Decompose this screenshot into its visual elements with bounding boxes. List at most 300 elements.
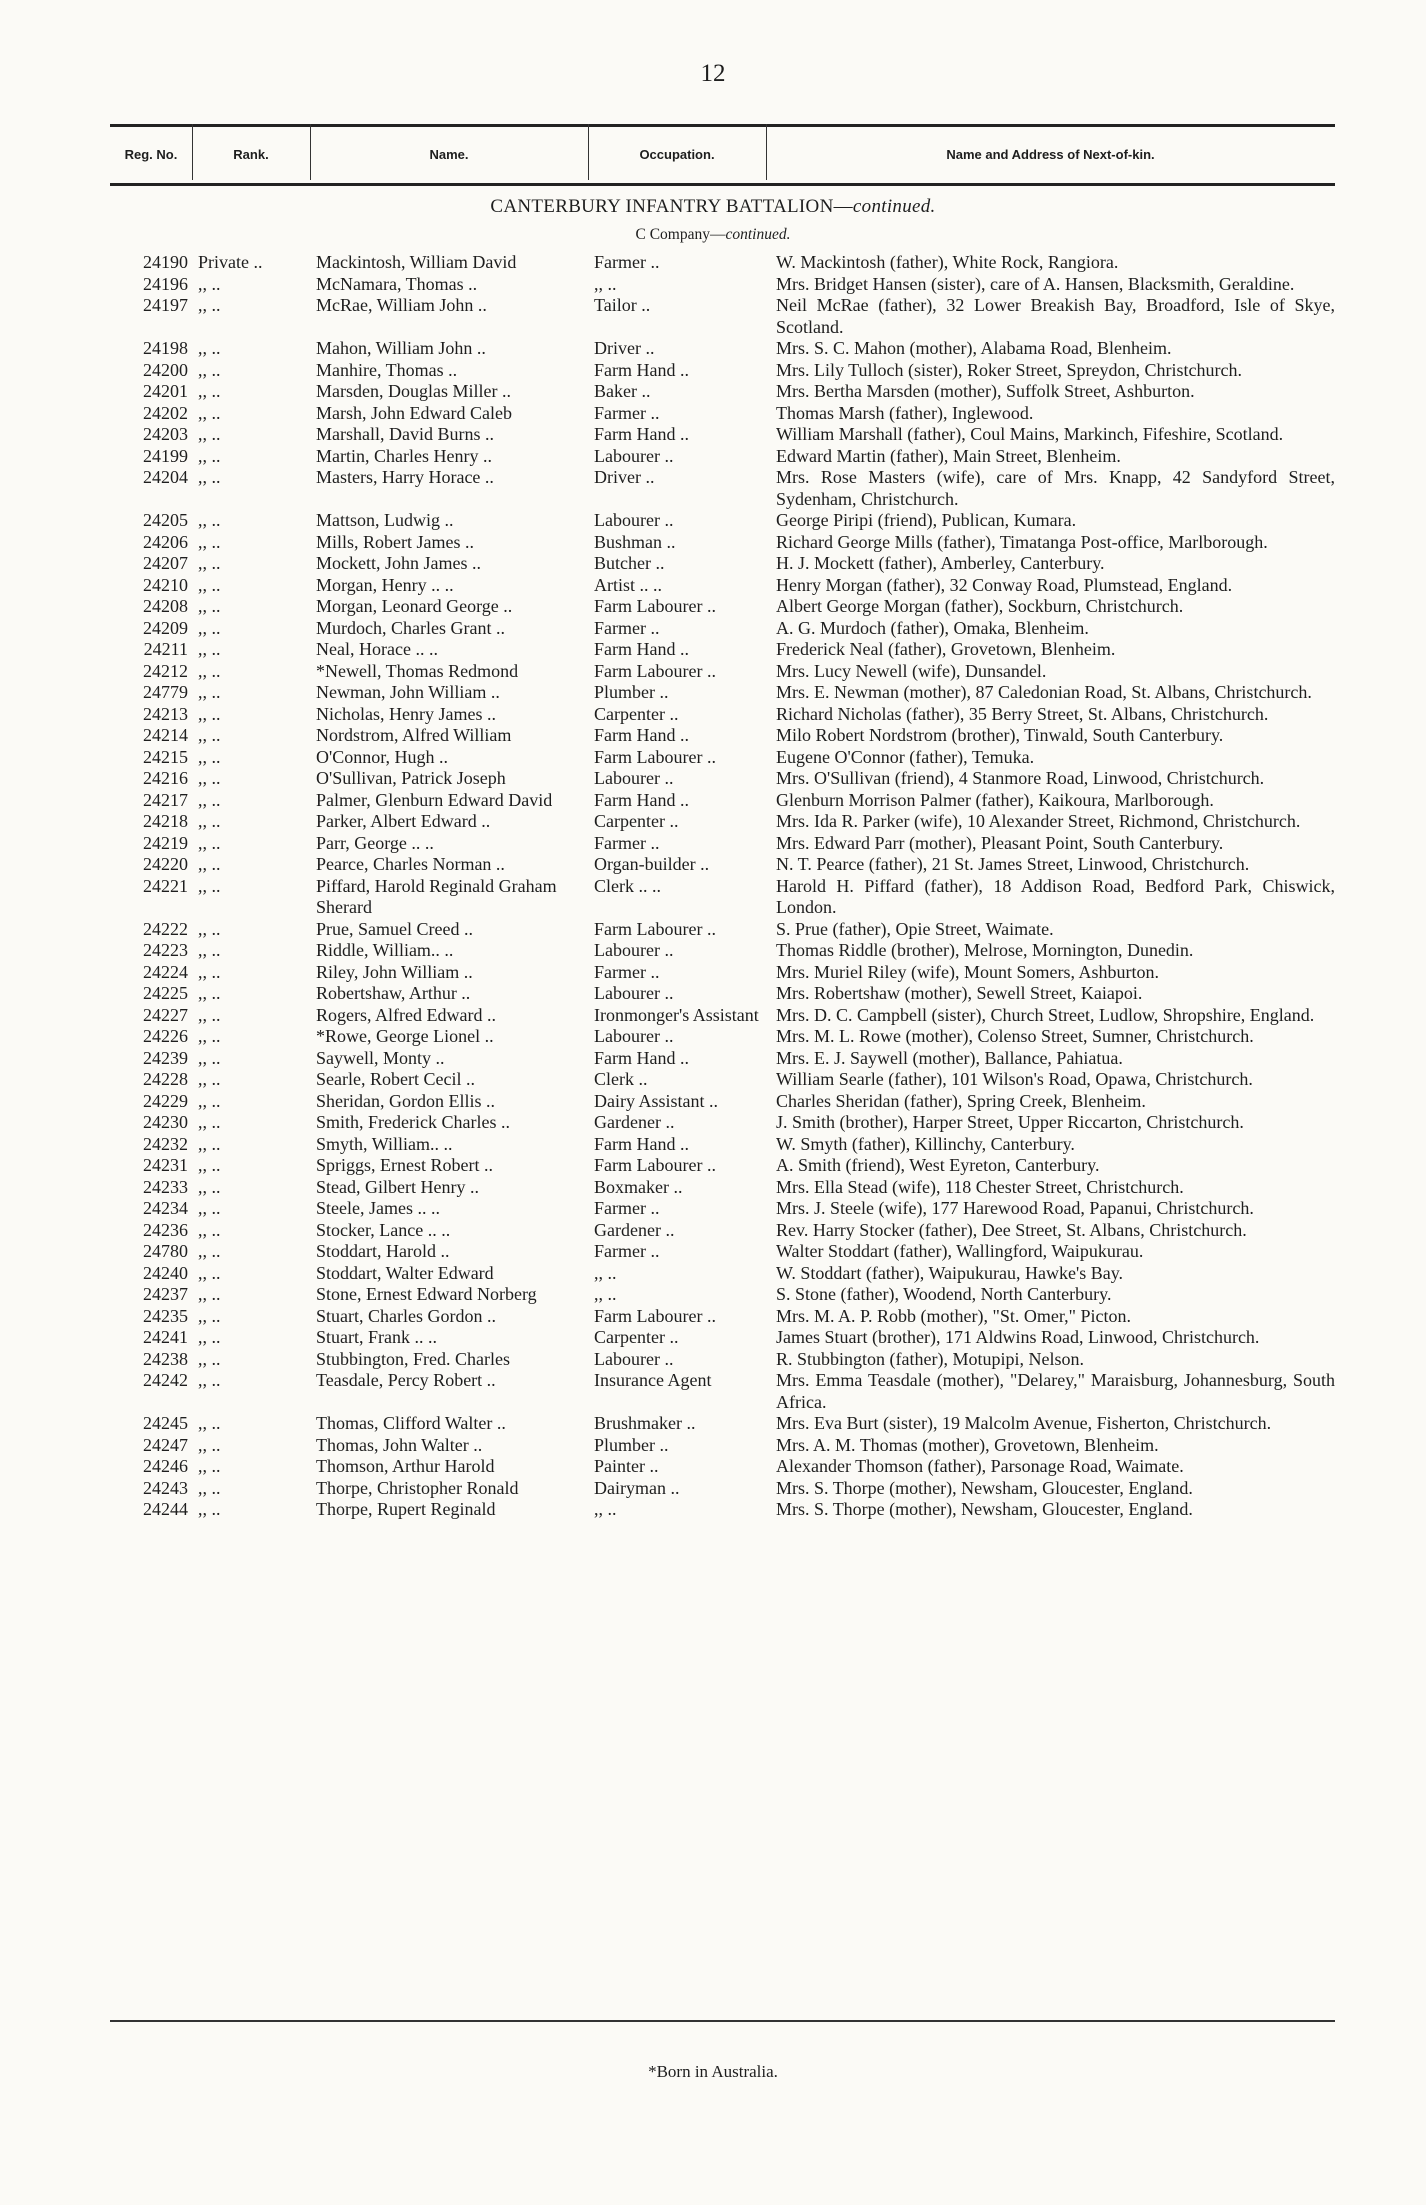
reg-no-cell: 24196 (143, 273, 188, 294)
reg-no-cell: 24213 (143, 703, 188, 724)
next-of-kin-cell: Alexander Thomson (father), Parsonage Road, Waimate. (776, 1456, 1184, 1476)
rank-cell: ,, .. (198, 295, 221, 315)
rank-cell: ,, .. (198, 617, 221, 638)
reg-no-cell: 24198 (143, 338, 188, 358)
table-row (110, 596, 1335, 618)
reg-no-cell: 24216 (143, 768, 188, 788)
occupation-cell: Farm Hand .. (594, 1133, 689, 1154)
occupation-cell: Farmer .. (594, 832, 660, 853)
occupation-cell: Boxmaker .. (594, 1176, 683, 1197)
name-cell: Parker, Albert Edward .. (316, 811, 491, 831)
header-rank: Rank. (233, 147, 269, 162)
occupation-cell: Farmer .. (594, 961, 660, 982)
table-row (110, 252, 1335, 274)
name-cell: Morgan, Henry .. .. (316, 574, 454, 595)
name-cell: O'Connor, Hugh .. (316, 746, 449, 767)
next-of-kin-cell: Albert George Morgan (father), Sockburn, Christchurch. (776, 596, 1184, 616)
rank-cell: ,, .. (198, 1348, 221, 1369)
next-of-kin-cell: Neil McRae (father), 32 Lower Breakish Bay, Broadford, Isle of Skye, Scotland. (776, 295, 1335, 337)
occupation-cell: Farm Hand .. (594, 1047, 689, 1068)
table-row (110, 1134, 1335, 1156)
rank-cell: ,, .. (198, 445, 221, 466)
company-title: C Company—continued. (635, 226, 791, 243)
page-number: 12 (700, 60, 726, 87)
name-cell: Stocker, Lance .. .. (316, 1219, 451, 1240)
next-of-kin-cell: W. Mackintosh (father), White Rock, Rangiora. (776, 252, 1119, 272)
reg-no-cell: 24205 (143, 510, 188, 530)
next-of-kin-cell: Walter Stoddart (father), Wallingford, Waipukurau. (776, 1241, 1144, 1261)
table-row (110, 790, 1335, 812)
name-cell: Piffard, Harold Reginald Graham Sherard (316, 875, 557, 917)
table-row (110, 575, 1335, 597)
rank-cell: ,, .. (198, 1026, 221, 1046)
occupation-cell: Dairyman .. (594, 1477, 680, 1498)
table-row (110, 1198, 1335, 1220)
reg-no-cell: 24199 (143, 445, 188, 466)
rank-cell: ,, .. (198, 660, 221, 681)
name-cell: Marsden, Douglas Miller .. (316, 381, 511, 401)
rank-cell: ,, .. (198, 1413, 221, 1433)
table-row (110, 1112, 1335, 1134)
table-row (110, 510, 1335, 532)
next-of-kin-cell: Mrs. O'Sullivan (friend), 4 Stanmore Road, Linwood, Christchurch. (776, 768, 1265, 788)
next-of-kin-cell: Mrs. S. Thorpe (mother), Newsham, Gloucester, England. (776, 1477, 1193, 1498)
occupation-cell: Labourer .. (594, 1026, 674, 1046)
rank-cell: ,, .. (198, 725, 221, 745)
name-cell: Parr, George .. .. (316, 832, 434, 853)
name-cell: Smyth, William.. .. (316, 1133, 453, 1154)
occupation-cell: Farm Hand .. (594, 725, 689, 745)
header-divider (310, 124, 311, 180)
rank-cell: ,, .. (198, 1284, 221, 1304)
table-row (110, 274, 1335, 296)
name-cell: Thomas, John Walter .. (316, 1434, 483, 1455)
next-of-kin-cell: S. Prue (father), Opie Street, Waimate. (776, 918, 1054, 939)
table-row (110, 618, 1335, 640)
table-row (110, 919, 1335, 941)
reg-no-cell: 24229 (143, 1090, 188, 1111)
occupation-cell: Butcher .. (594, 553, 665, 573)
table-row (110, 1349, 1335, 1371)
reg-no-cell: 24231 (143, 1155, 188, 1175)
reg-no-cell: 24204 (143, 467, 188, 487)
reg-no-cell: 24227 (143, 1004, 188, 1025)
occupation-cell: Bushman .. (594, 531, 676, 552)
name-cell: Stoddart, Harold .. (316, 1241, 450, 1261)
next-of-kin-cell: Mrs. Emma Teasdale (mother), "Delarey," Maraisburg, Johannesburg, South Africa. (776, 1370, 1335, 1412)
name-cell: *Rowe, George Lionel .. (316, 1026, 494, 1046)
occupation-cell: ,, .. (594, 1262, 617, 1283)
reg-no-cell: 24223 (143, 940, 188, 960)
rank-cell: ,, .. (198, 832, 221, 853)
occupation-cell: Driver .. (594, 338, 655, 358)
occupation-cell: Labourer .. (594, 983, 674, 1003)
name-cell: Masters, Harry Horace .. (316, 467, 494, 487)
occupation-cell: Farmer .. (594, 617, 660, 638)
reg-no-cell: 24202 (143, 402, 188, 423)
occupation-cell: Labourer .. (594, 940, 674, 960)
reg-no-cell: 24209 (143, 617, 188, 638)
occupation-cell: ,, .. (594, 1499, 617, 1519)
next-of-kin-cell: Richard George Mills (father), Timatanga Post-office, Marlborough. (776, 531, 1268, 552)
reg-no-cell: 24237 (143, 1284, 188, 1304)
name-cell: Spriggs, Ernest Robert .. (316, 1155, 493, 1175)
name-cell: Searle, Robert Cecil .. (316, 1069, 475, 1089)
next-of-kin-cell: Mrs. M. A. P. Robb (mother), "St. Omer," Picton. (776, 1305, 1131, 1326)
occupation-cell: Labourer .. (594, 510, 674, 530)
occupation-cell: Driver .. (594, 467, 655, 487)
occupation-cell: Carpenter .. (594, 1327, 679, 1347)
reg-no-cell: 24211 (143, 639, 188, 659)
table-row (110, 811, 1335, 833)
occupation-cell: Tailor .. (594, 295, 651, 315)
header-divider (766, 124, 767, 180)
rank-cell: Private .. (198, 252, 263, 272)
next-of-kin-cell: S. Stone (father), Woodend, North Canterbury. (776, 1284, 1112, 1304)
reg-no-cell: 24208 (143, 596, 188, 616)
reg-no-cell: 24219 (143, 832, 188, 853)
reg-no-cell: 24226 (143, 1026, 188, 1046)
rank-cell: ,, .. (198, 918, 221, 939)
occupation-cell: Painter .. (594, 1456, 659, 1476)
table-row (110, 424, 1335, 446)
table-row (110, 661, 1335, 683)
occupation-cell: Clerk .. (594, 1069, 648, 1089)
name-cell: Nordstrom, Alfred William (316, 725, 512, 745)
occupation-cell: Farm Hand .. (594, 639, 689, 659)
next-of-kin-cell: Thomas Riddle (brother), Melrose, Mornington, Dunedin. (776, 940, 1194, 960)
table-row (110, 1478, 1335, 1500)
rank-cell: ,, .. (198, 940, 221, 960)
table-row (110, 1155, 1335, 1177)
rank-cell: ,, .. (198, 854, 221, 874)
rank-cell: ,, .. (198, 1477, 221, 1498)
table-row (110, 1370, 1335, 1413)
reg-no-cell: 24221 (143, 875, 188, 896)
reg-no-cell: 24215 (143, 746, 188, 767)
table-row (110, 1499, 1335, 1521)
reg-no-cell: 24233 (143, 1176, 188, 1197)
table-row (110, 338, 1335, 360)
table-row (110, 1263, 1335, 1285)
reg-no-cell: 24214 (143, 725, 188, 745)
rank-cell: ,, .. (198, 596, 221, 616)
header-divider (192, 124, 193, 180)
rank-cell: ,, .. (198, 1456, 221, 1476)
table-row (110, 1284, 1335, 1306)
next-of-kin-cell: Mrs. Rose Masters (wife), care of Mrs. Knapp, 42 Sandyford Street, Sydenham, Christchurch. (776, 467, 1335, 509)
reg-no-cell: 24246 (143, 1456, 188, 1476)
rank-cell: ,, .. (198, 703, 221, 724)
next-of-kin-cell: Charles Sheridan (father), Spring Creek, Blenheim. (776, 1090, 1146, 1111)
table-row (110, 403, 1335, 425)
next-of-kin-cell: Mrs. A. M. Thomas (mother), Grovetown, Blenheim. (776, 1434, 1159, 1455)
name-cell: Sheridan, Gordon Ellis .. (316, 1090, 495, 1111)
name-cell: Rogers, Alfred Edward .. (316, 1004, 496, 1025)
occupation-cell: Organ-builder .. (594, 854, 710, 874)
name-cell: Newman, John William .. (316, 682, 500, 702)
occupation-cell: Farmer .. (594, 252, 660, 272)
occupation-cell: Baker .. (594, 381, 651, 401)
table-row (110, 1177, 1335, 1199)
occupation-cell: Farm Hand .. (594, 789, 689, 810)
rank-cell: ,, .. (198, 1262, 221, 1283)
table-row (110, 446, 1335, 468)
next-of-kin-cell: W. Stoddart (father), Waipukurau, Hawke's Bay. (776, 1262, 1124, 1283)
name-cell: Neal, Horace .. .. (316, 639, 438, 659)
table-row (110, 1048, 1335, 1070)
rank-cell: ,, .. (198, 1219, 221, 1240)
next-of-kin-cell: George Piripi (friend), Publican, Kumara. (776, 510, 1077, 530)
name-cell: Mills, Robert James .. (316, 531, 474, 552)
occupation-cell: Labourer .. (594, 768, 674, 788)
occupation-cell: Farm Labourer .. (594, 596, 716, 616)
name-cell: Stubbington, Fred. Charles (316, 1348, 510, 1369)
name-cell: McRae, William John .. (316, 295, 487, 315)
name-cell: Martin, Charles Henry .. (316, 445, 492, 466)
occupation-cell: ,, .. (594, 273, 617, 294)
rank-cell: ,, .. (198, 1133, 221, 1154)
header-name: Name. (429, 147, 469, 162)
reg-no-cell: 24243 (143, 1477, 188, 1498)
occupation-cell: Brushmaker .. (594, 1413, 696, 1433)
next-of-kin-cell: Mrs. M. L. Rowe (mother), Colenso Street, Sumner, Christchurch. (776, 1026, 1254, 1046)
next-of-kin-cell: Frederick Neal (father), Grovetown, Blenheim. (776, 639, 1116, 659)
occupation-cell: Farmer .. (594, 1241, 660, 1261)
table-row (110, 962, 1335, 984)
rank-cell: ,, .. (198, 746, 221, 767)
next-of-kin-cell: Mrs. Lily Tulloch (sister), Roker Street, Spreydon, Christchurch. (776, 359, 1242, 380)
table-row (110, 704, 1335, 726)
occupation-cell: Farmer .. (594, 402, 660, 423)
rank-cell: ,, .. (198, 381, 221, 401)
name-cell: Marsh, John Edward Caleb (316, 402, 512, 423)
next-of-kin-cell: Mrs. E. J. Saywell (mother), Ballance, Pahiatua. (776, 1047, 1123, 1068)
name-cell: Thorpe, Rupert Reginald (316, 1499, 496, 1519)
reg-no-cell: 24240 (143, 1262, 188, 1283)
reg-no-cell: 24222 (143, 918, 188, 939)
next-of-kin-cell: Mrs. Bertha Marsden (mother), Suffolk Street, Ashburton. (776, 381, 1195, 401)
rank-cell: ,, .. (198, 1176, 221, 1197)
table-row (110, 1241, 1335, 1263)
reg-no-cell: 24217 (143, 789, 188, 810)
next-of-kin-cell: Mrs. S. Thorpe (mother), Newsham, Gloucester, England. (776, 1499, 1193, 1519)
next-of-kin-cell: Richard Nicholas (father), 35 Berry Street, St. Albans, Christchurch. (776, 703, 1269, 724)
table-row (110, 854, 1335, 876)
next-of-kin-cell: Mrs. S. C. Mahon (mother), Alabama Road, Blenheim. (776, 338, 1172, 358)
rank-cell: ,, .. (198, 574, 221, 595)
table-row (110, 725, 1335, 747)
table-row (110, 1306, 1335, 1328)
rank-cell: ,, .. (198, 402, 221, 423)
rank-cell: ,, .. (198, 359, 221, 380)
reg-no-cell: 24245 (143, 1413, 188, 1433)
name-cell: Steele, James .. .. (316, 1198, 440, 1218)
occupation-cell: Farm Labourer .. (594, 1305, 716, 1326)
rank-cell: ,, .. (198, 1004, 221, 1025)
name-cell: Mockett, John James .. (316, 553, 481, 573)
rank-cell: ,, .. (198, 338, 221, 358)
roll-table (110, 252, 1335, 1521)
name-cell: Stead, Gilbert Henry .. (316, 1176, 479, 1197)
rank-cell: ,, .. (198, 789, 221, 810)
occupation-cell: Labourer .. (594, 1348, 674, 1369)
table-row (110, 747, 1335, 769)
rank-cell: ,, .. (198, 1112, 221, 1132)
name-cell: Smith, Frederick Charles .. (316, 1112, 510, 1132)
rank-cell: ,, .. (198, 875, 221, 896)
reg-no-cell: 24235 (143, 1305, 188, 1326)
name-cell: Palmer, Glenburn Edward David (316, 789, 553, 810)
next-of-kin-cell: Mrs. Robertshaw (mother), Sewell Street, Kaiapoi. (776, 983, 1143, 1003)
name-cell: Thorpe, Christopher Ronald (316, 1477, 519, 1498)
table-header (110, 124, 1335, 186)
name-cell: Mahon, William John .. (316, 338, 486, 358)
reg-no-cell: 24212 (143, 660, 188, 681)
name-cell: Saywell, Monty .. (316, 1047, 445, 1068)
occupation-cell: Ironmonger's Assistant (594, 1004, 759, 1025)
next-of-kin-cell: Henry Morgan (father), 32 Conway Road, Plumstead, England. (776, 574, 1233, 595)
reg-no-cell: 24190 (143, 252, 188, 272)
next-of-kin-cell: James Stuart (brother), 171 Aldwins Road, Linwood, Christchurch. (776, 1327, 1260, 1347)
rank-cell: ,, .. (198, 1370, 221, 1390)
next-of-kin-cell: Mrs. E. Newman (mother), 87 Caledonian Road, St. Albans, Christchurch. (776, 682, 1312, 702)
occupation-cell: Farm Labourer .. (594, 660, 716, 681)
occupation-cell: Plumber .. (594, 1434, 669, 1455)
rank-cell: ,, .. (198, 1241, 221, 1261)
table-row (110, 682, 1335, 704)
name-cell: McNamara, Thomas .. (316, 273, 478, 294)
footnote: *Born in Australia. (648, 2062, 778, 2081)
reg-no-cell: 24200 (143, 359, 188, 380)
rank-cell: ,, .. (198, 1305, 221, 1326)
next-of-kin-cell: Mrs. J. Steele (wife), 177 Harewood Road, Papanui, Christchurch. (776, 1198, 1254, 1218)
next-of-kin-cell: William Marshall (father), Coul Mains, Markinch, Fifeshire, Scotland. (776, 424, 1284, 444)
reg-no-cell: 24210 (143, 574, 188, 595)
name-cell: Riddle, William.. .. (316, 940, 454, 960)
rank-cell: ,, .. (198, 811, 221, 831)
name-cell: O'Sullivan, Patrick Joseph (316, 768, 506, 788)
reg-no-cell: 24201 (143, 381, 188, 401)
next-of-kin-cell: Mrs. Muriel Riley (wife), Mount Somers, Ashburton. (776, 961, 1159, 982)
rank-cell: ,, .. (198, 1499, 221, 1519)
occupation-cell: Clerk .. .. (594, 875, 661, 896)
rank-cell: ,, .. (198, 531, 221, 552)
table-row (110, 1091, 1335, 1113)
next-of-kin-cell: Mrs. Ella Stead (wife), 118 Chester Street, Christchurch. (776, 1176, 1184, 1197)
next-of-kin-cell: A. Smith (friend), West Eyreton, Canterbury. (776, 1155, 1100, 1175)
occupation-cell: Gardener .. (594, 1112, 675, 1132)
occupation-cell: Farm Labourer .. (594, 1155, 716, 1175)
next-of-kin-cell: Mrs. Bridget Hansen (sister), care of A. Hansen, Blacksmith, Geraldine. (776, 273, 1295, 294)
table-row (110, 1026, 1335, 1048)
rank-cell: ,, .. (198, 768, 221, 788)
rank-cell: ,, .. (198, 510, 221, 530)
name-cell: Prue, Samuel Creed .. (316, 918, 473, 939)
table-row (110, 768, 1335, 790)
occupation-cell: Farm Hand .. (594, 424, 689, 444)
occupation-cell: Farm Hand .. (594, 359, 689, 380)
next-of-kin-cell: Milo Robert Nordstrom (brother), Tinwald, South Canterbury. (776, 725, 1224, 745)
table-row (110, 381, 1335, 403)
reg-no-cell: 24225 (143, 983, 188, 1003)
rank-cell: ,, .. (198, 553, 221, 573)
rank-cell: ,, .. (198, 1434, 221, 1455)
rank-cell: ,, .. (198, 1327, 221, 1347)
occupation-cell: Farm Labourer .. (594, 746, 716, 767)
table-row (110, 295, 1335, 338)
reg-no-cell: 24779 (143, 682, 188, 702)
occupation-cell: ,, .. (594, 1284, 617, 1304)
next-of-kin-cell: Mrs. Eva Burt (sister), 19 Malcolm Avenue, Fisherton, Christchurch. (776, 1413, 1272, 1433)
name-cell: Pearce, Charles Norman .. (316, 854, 505, 874)
name-cell: Riley, John William .. (316, 961, 473, 982)
reg-no-cell: 24780 (143, 1241, 188, 1261)
next-of-kin-cell: R. Stubbington (father), Motupipi, Nelson. (776, 1348, 1084, 1369)
reg-no-cell: 24239 (143, 1047, 188, 1068)
name-cell: Robertshaw, Arthur .. (316, 983, 471, 1003)
reg-no-cell: 24241 (143, 1327, 188, 1347)
table-row (110, 983, 1335, 1005)
table-row (110, 360, 1335, 382)
reg-no-cell: 24242 (143, 1370, 188, 1390)
table-row (110, 532, 1335, 554)
reg-no-cell: 24230 (143, 1112, 188, 1132)
next-of-kin-cell: Mrs. Ida R. Parker (wife), 10 Alexander Street, Richmond, Christchurch. (776, 811, 1301, 831)
table-row (110, 639, 1335, 661)
rank-cell: ,, .. (198, 467, 221, 487)
table-row (110, 1413, 1335, 1435)
occupation-cell: Carpenter .. (594, 811, 679, 831)
table-row (110, 876, 1335, 919)
occupation-cell: Farmer .. (594, 1198, 660, 1218)
table-row (110, 1069, 1335, 1091)
reg-no-cell: 24207 (143, 553, 188, 573)
table-row (110, 467, 1335, 510)
reg-no-cell: 24197 (143, 295, 188, 315)
rank-cell: ,, .. (198, 682, 221, 702)
next-of-kin-cell: William Searle (father), 101 Wilson's Road, Opawa, Christchurch. (776, 1069, 1253, 1089)
rank-cell: ,, .. (198, 1090, 221, 1111)
occupation-cell: Plumber .. (594, 682, 669, 702)
header-divider (588, 124, 589, 180)
rank-cell: ,, .. (198, 1155, 221, 1175)
name-cell: Mackintosh, William David (316, 252, 517, 272)
header-reg-no: Reg. No. (124, 147, 178, 162)
name-cell: Teasdale, Percy Robert .. (316, 1370, 496, 1390)
reg-no-cell: 24236 (143, 1219, 188, 1240)
next-of-kin-cell: Mrs. D. C. Campbell (sister), Church Street, Ludlow, Shropshire, England. (776, 1004, 1315, 1025)
name-cell: Nicholas, Henry James .. (316, 703, 496, 724)
name-cell: Manhire, Thomas .. (316, 359, 458, 380)
header-next-of-kin: Name and Address of Next-of-kin. (946, 147, 1155, 162)
name-cell: Stuart, Charles Gordon .. (316, 1305, 496, 1326)
reg-no-cell: 24206 (143, 531, 188, 552)
next-of-kin-cell: H. J. Mockett (father), Amberley, Canterbury. (776, 553, 1105, 573)
name-cell: Morgan, Leonard George .. (316, 596, 513, 616)
reg-no-cell: 24218 (143, 811, 188, 831)
table-row (110, 1435, 1335, 1457)
next-of-kin-cell: W. Smyth (father), Killinchy, Canterbury. (776, 1133, 1075, 1154)
rank-cell: ,, .. (198, 1198, 221, 1218)
reg-no-cell: 24228 (143, 1069, 188, 1089)
header-occupation: Occupation. (639, 147, 715, 162)
occupation-cell: Gardener .. (594, 1219, 675, 1240)
reg-no-cell: 24203 (143, 424, 188, 444)
next-of-kin-cell: Edward Martin (father), Main Street, Blenheim. (776, 445, 1121, 466)
bottom-rule (110, 2020, 1335, 2022)
battalion-title: CANTERBURY INFANTRY BATTALION—continued. (490, 196, 936, 217)
